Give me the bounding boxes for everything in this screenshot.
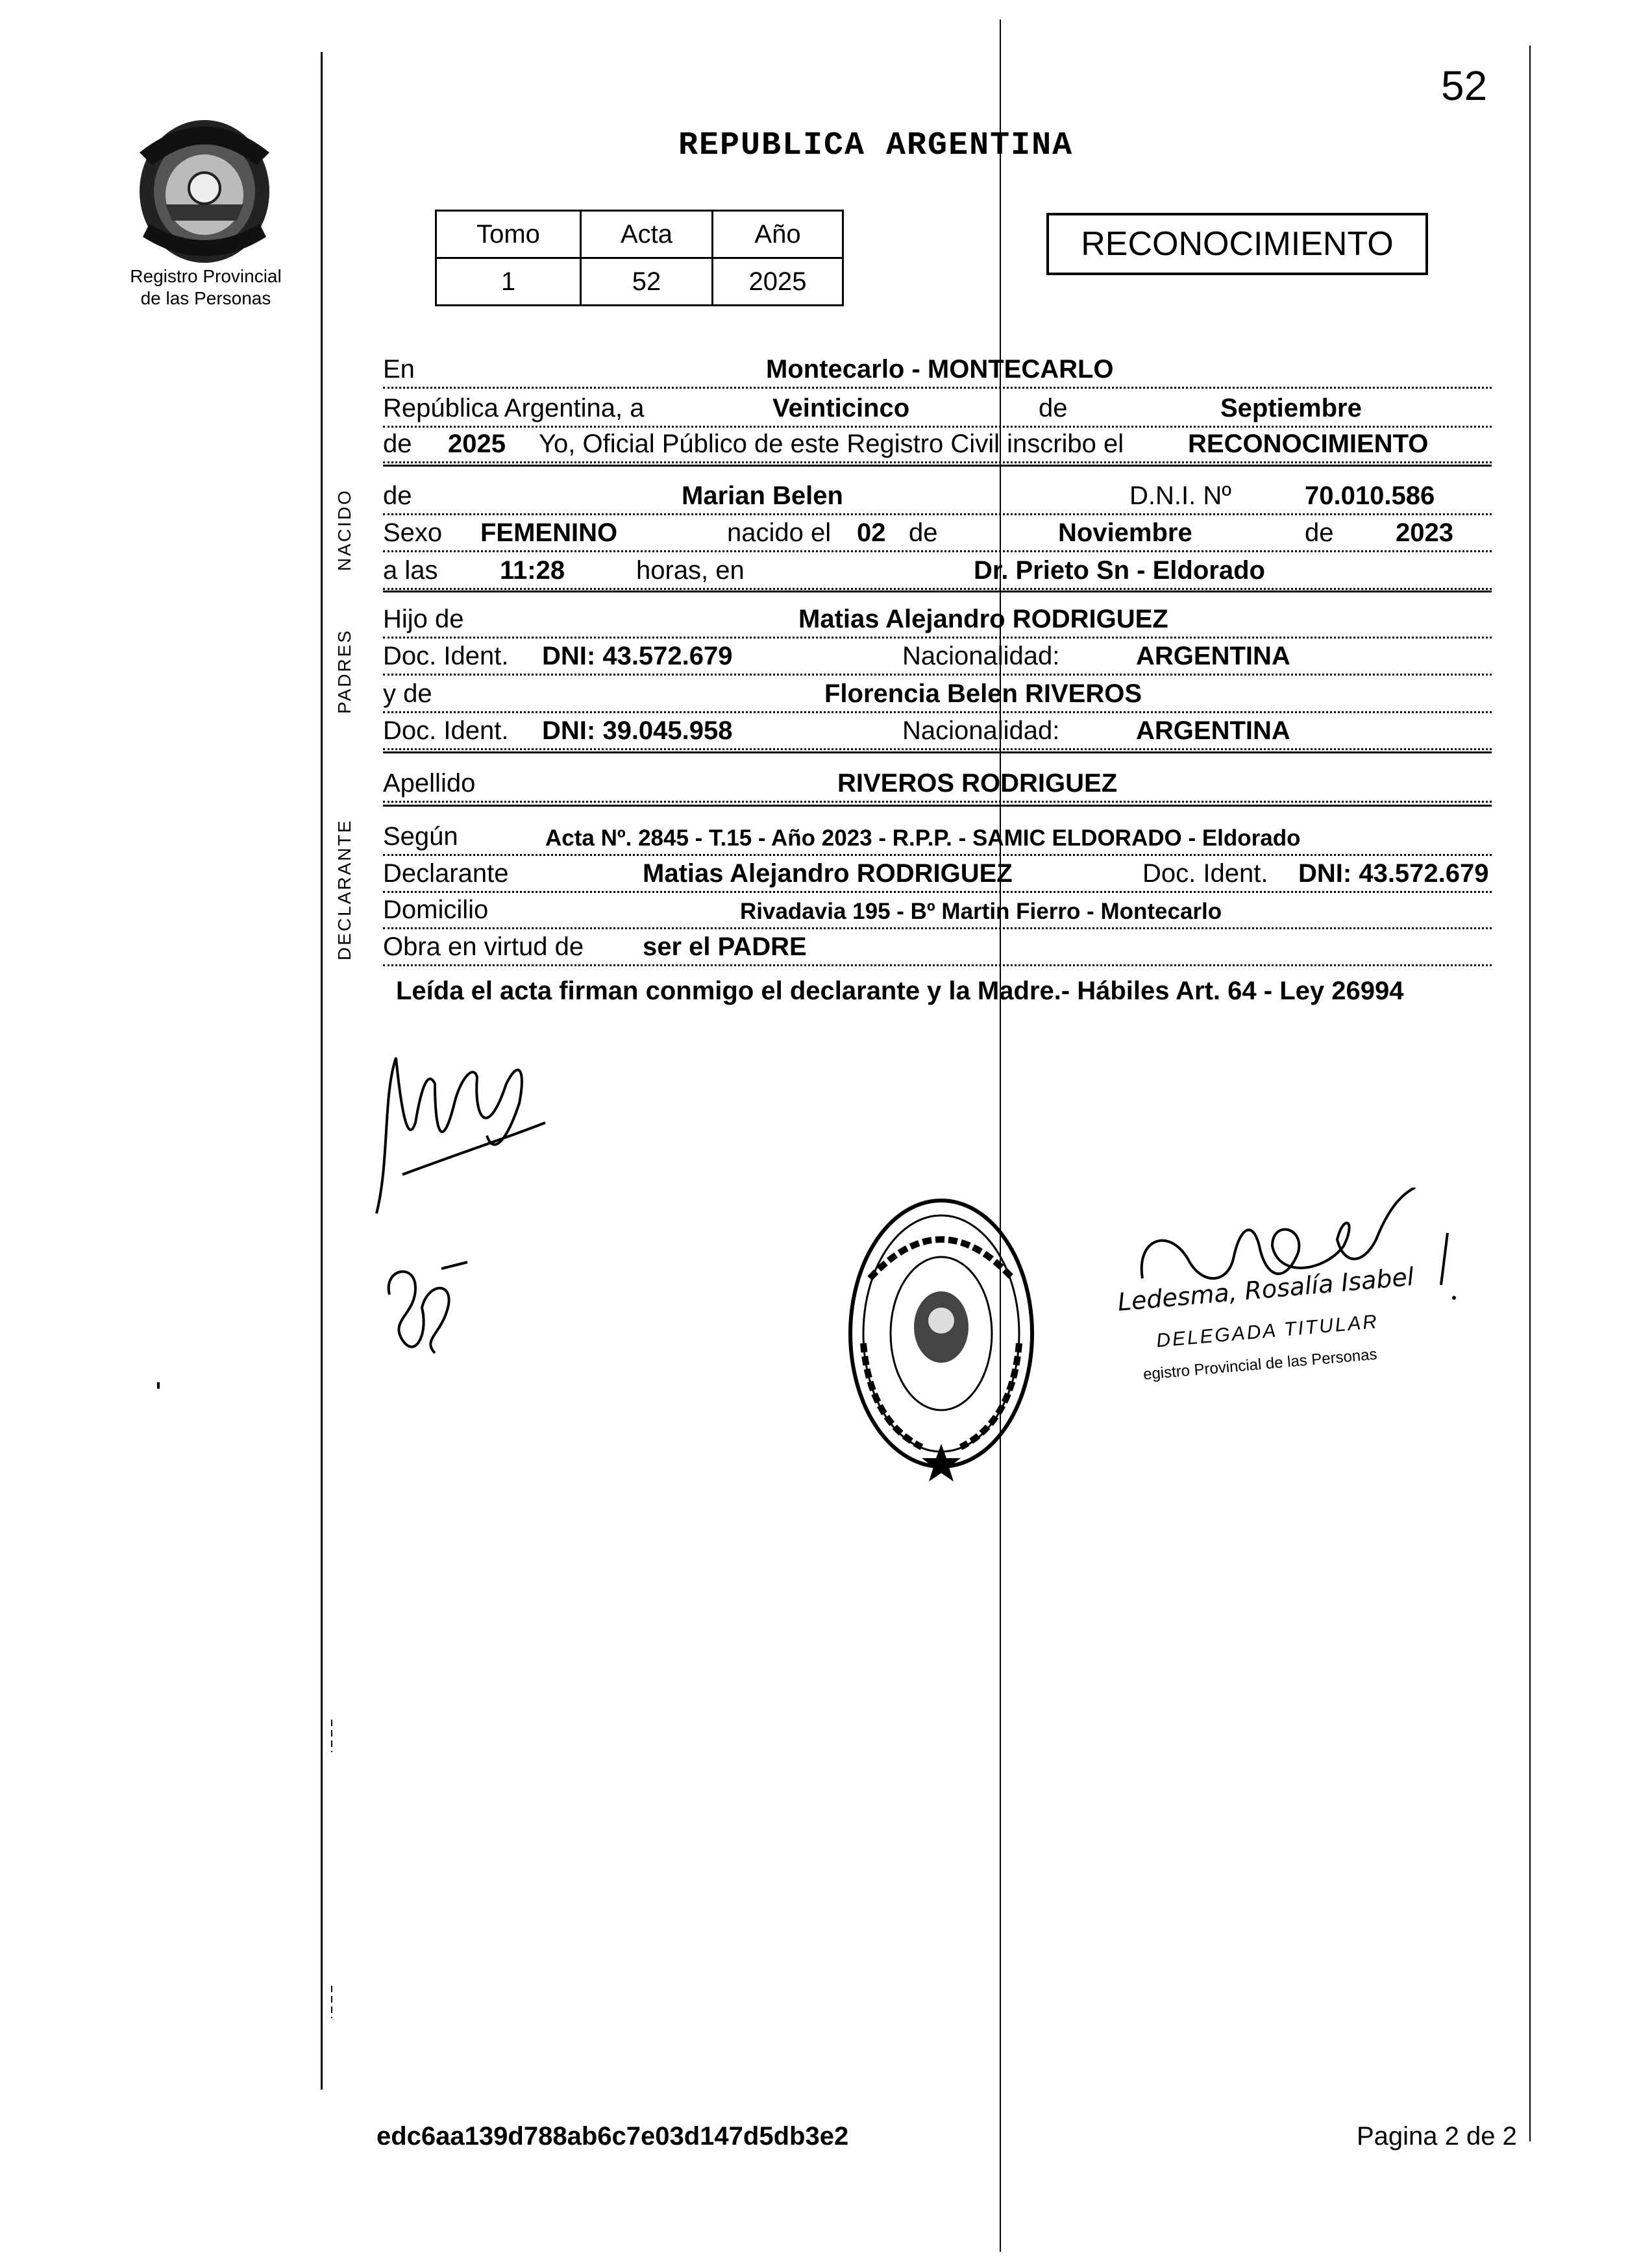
logo-caption-2: de las Personas bbox=[140, 288, 271, 308]
row-republica bbox=[383, 389, 1492, 428]
left-dashed-mark bbox=[331, 1986, 332, 2018]
mother-initials-signature bbox=[376, 1256, 474, 1363]
page-indicator: Pagina 2 de 2 bbox=[1357, 2122, 1517, 2151]
madre-nac-value: ARGENTINA bbox=[1136, 716, 1290, 745]
row-sexo bbox=[383, 514, 1492, 552]
madre-value: Florencia Belen RIVEROS bbox=[824, 679, 1142, 708]
row-nombre bbox=[383, 477, 1492, 515]
row-anio bbox=[383, 425, 1492, 463]
en-label: En bbox=[383, 355, 415, 384]
separator bbox=[383, 465, 1492, 467]
doc2-label: Doc. Ident. bbox=[383, 716, 509, 745]
declarante-label: Declarante bbox=[383, 859, 509, 888]
left-dashed-mark bbox=[331, 1720, 332, 1752]
logo-caption-1: Registro Provincial bbox=[130, 266, 282, 286]
side-label-declarante: DECLARANTE bbox=[334, 818, 354, 960]
segun-value: Acta Nº. 2845 - T.15 - Año 2023 - R.P.P. - SAMIC ELDORADO - Eldorado bbox=[545, 825, 1301, 851]
doc-label: Doc. Ident. bbox=[383, 642, 509, 670]
padre-doc-value: DNI: 43.572.679 bbox=[542, 642, 733, 670]
domicilio-label: Domicilio bbox=[383, 896, 489, 924]
side-label-padres: PADRES bbox=[334, 628, 354, 714]
row-hora bbox=[383, 552, 1492, 590]
apellido-value: RIVEROS RODRIGUEZ bbox=[837, 769, 1118, 798]
padre-nac-value: ARGENTINA bbox=[1136, 642, 1290, 670]
apellido-label: Apellido bbox=[383, 769, 476, 798]
nacido-label: nacido el bbox=[727, 518, 832, 547]
row-apellido bbox=[383, 764, 1492, 803]
declarante-doc-value: DNI: 43.572.679 bbox=[1298, 859, 1489, 888]
sexo-value: FEMENINO bbox=[480, 518, 618, 547]
oficial-text: Yo, Oficial Público de este Registro Civil inscribo el bbox=[539, 430, 1124, 458]
de4-label: de bbox=[909, 518, 938, 547]
separator bbox=[383, 591, 1492, 592]
dni-label: D.N.I. Nº bbox=[1129, 482, 1231, 510]
row-segun bbox=[383, 818, 1492, 856]
anio-value: 2025 bbox=[713, 258, 843, 306]
alas-label: a las bbox=[383, 556, 438, 585]
domicilio-value: Rivadavia 195 - Bº Martin Fierro - Montecarlo bbox=[740, 899, 1222, 924]
right-margin-line bbox=[1529, 45, 1531, 2141]
madre-doc-value: DNI: 39.045.958 bbox=[542, 716, 733, 745]
doc3-label: Doc. Ident. bbox=[1142, 859, 1268, 888]
hora-value: 11:28 bbox=[500, 556, 565, 585]
record-reference-table bbox=[435, 210, 844, 306]
mes-value: Septiembre bbox=[1220, 394, 1362, 422]
declarante-value: Matias Alejandro RODRIGUEZ bbox=[643, 859, 1013, 888]
sexo-label: Sexo bbox=[383, 518, 443, 547]
tipo-value: RECONOCIMIENTO bbox=[1188, 430, 1429, 458]
de3-label: de bbox=[383, 482, 412, 510]
page-number: 52 bbox=[1441, 62, 1488, 109]
side-label-nacido: NACIDO bbox=[334, 489, 354, 571]
tomo-header: Tomo bbox=[436, 211, 581, 258]
margin-dot bbox=[157, 1382, 160, 1389]
row-madre-doc bbox=[383, 712, 1492, 750]
reading-statement: Leída el acta firman conmigo el declarante y la Madre.- Hábiles Art. 64 - Ley 26994 bbox=[396, 977, 1404, 1005]
official-role: DELEGADA TITULAR bbox=[1155, 1311, 1380, 1352]
hijo-label: Hijo de bbox=[383, 605, 464, 633]
acta-value: 52 bbox=[581, 258, 713, 306]
row-hijo bbox=[383, 600, 1492, 639]
en-value: Montecarlo - MONTECARLO bbox=[766, 355, 1114, 384]
dia-value: Veinticinco bbox=[772, 394, 910, 422]
dni-value: 70.010.586 bbox=[1305, 482, 1435, 510]
de-label: de bbox=[1039, 394, 1068, 422]
record-type-box: RECONOCIMIENTO bbox=[1046, 213, 1428, 275]
yde-label: y de bbox=[383, 679, 432, 708]
row-padre-doc bbox=[383, 637, 1492, 676]
declarant-signature bbox=[364, 1045, 558, 1230]
official-stamp bbox=[844, 1188, 1039, 1489]
acta-header: Acta bbox=[581, 211, 713, 258]
row-madre bbox=[383, 675, 1492, 713]
document-hash: edc6aa139d788ab6c7e03d147d5db3e2 bbox=[376, 2122, 849, 2151]
tomo-value: 1 bbox=[436, 258, 581, 306]
nac-mes-value: Noviembre bbox=[1058, 518, 1192, 547]
obra-value: ser el PADRE bbox=[643, 933, 807, 961]
nombre-value: Marian Belen bbox=[682, 482, 843, 510]
nac-dia-value: 02 bbox=[857, 518, 886, 547]
segun-label: Según bbox=[383, 822, 458, 851]
row-obra bbox=[383, 928, 1492, 966]
nac2-label: Nacionalidad: bbox=[902, 716, 1060, 745]
separator bbox=[383, 805, 1492, 807]
separator bbox=[383, 751, 1492, 753]
row-declarante bbox=[383, 855, 1492, 893]
lugar-value: Dr. Prieto Sn - Eldorado bbox=[974, 556, 1265, 585]
left-margin-line bbox=[321, 52, 323, 2090]
horas-label: horas, en bbox=[636, 556, 745, 585]
republica-label: República Argentina, a bbox=[383, 394, 645, 422]
padre-value: Matias Alejandro RODRIGUEZ bbox=[798, 605, 1168, 633]
nac-anio-value: 2023 bbox=[1396, 518, 1453, 547]
de5-label: de bbox=[1305, 518, 1334, 547]
document-title: REPUBLICA ARGENTINA bbox=[678, 127, 1074, 164]
obra-label: Obra en virtud de bbox=[383, 933, 584, 961]
anio-header: Año bbox=[713, 211, 843, 258]
nac-label: Nacionalidad: bbox=[902, 642, 1060, 670]
official-name: Ledesma, Rosalía Isabel bbox=[1116, 1262, 1415, 1317]
de2-label: de bbox=[383, 430, 412, 458]
row-en bbox=[383, 350, 1492, 389]
province-logo bbox=[127, 107, 282, 269]
row-domicilio bbox=[383, 891, 1492, 929]
official-org: egistro Provincial de las Personas bbox=[1142, 1345, 1378, 1384]
anio-value-form: 2025 bbox=[448, 430, 506, 458]
